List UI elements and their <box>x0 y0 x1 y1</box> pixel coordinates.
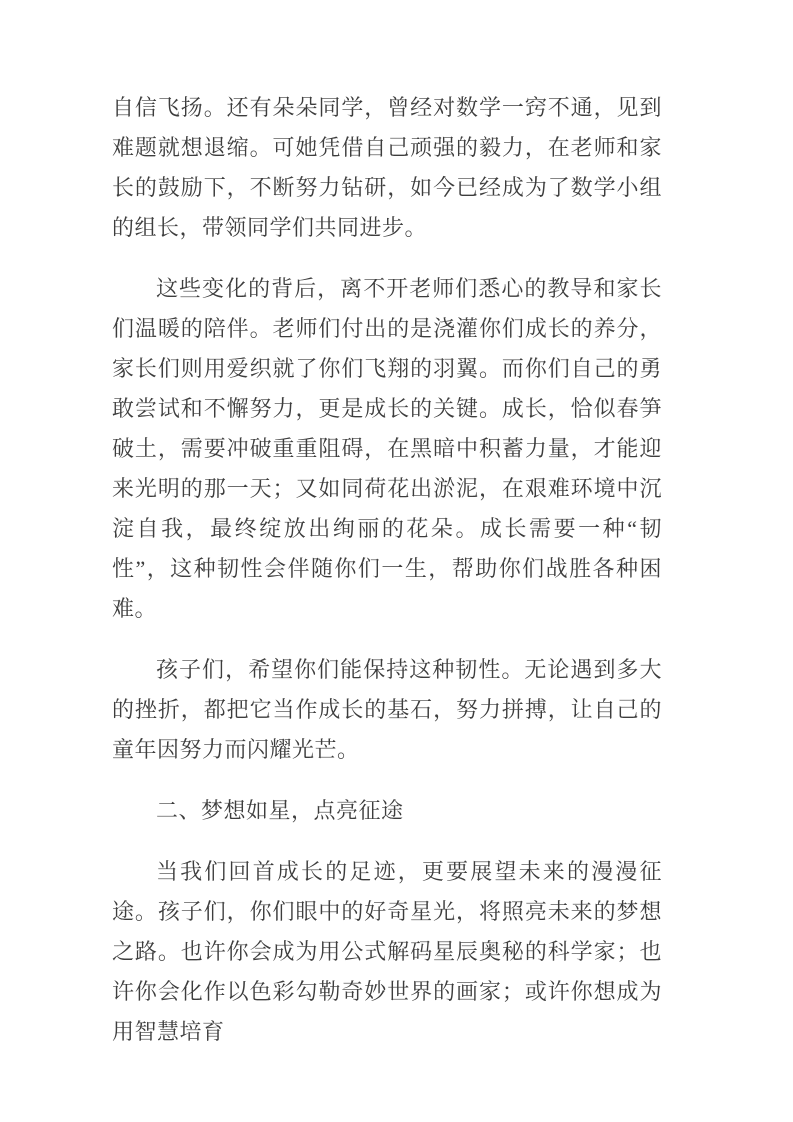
paragraph-growth-examples: 自信飞扬。还有朵朵同学，曾经对数学一窍不通，见到难题就想退缩。可她凭借自己顽强的毅力，在老师和家长的鼓励下，不断努力钻研，如今已经成为了数学小组的组长，带领同学们共同进步。 <box>112 95 662 240</box>
paragraph-future-dreams: 当我们回首成长的足迹，更要展望未来的漫漫征途。孩子们，你们眼中的好奇星光，将照亮未来的梦想之路。也许你会成为用公式解码星辰奥秘的科学家；也许你会化作以色彩勾勒奇妙世界的画家；或许你想成为用智慧培育 <box>112 859 662 1044</box>
document-content <box>112 88 662 1073</box>
paragraph-keep-resilience: 孩子们，希望你们能保持这种韧性。无论遇到多大的挫折，都把它当作成长的基石，努力拼搏，让自己的童年因努力而闪耀光芒。 <box>112 657 662 762</box>
section-heading-dreams: 二、梦想如星，点亮征途 <box>156 798 404 823</box>
paragraph-behind-the-changes: 这些变化的背后，离不开老师们悉心的教导和家长们温暖的陪伴。老师们付出的是浇灌你们成长的养分，家长们则用爱织就了你们飞翔的羽翼。而你们自己的勇敢尝试和不懈努力，更是成长的关键。成长，恰似春笋破土，需要冲破重重阻碍，在黑暗中积蓄力量，才能迎来光明的那一天；又如同荷花出淤泥，在艰难环境中沉淀自我，最终绽放出绚丽的花朵。成长需要一种“韧性”，这种韧性会伴随你们一生，帮助你们战胜各种困难。 <box>112 276 662 621</box>
